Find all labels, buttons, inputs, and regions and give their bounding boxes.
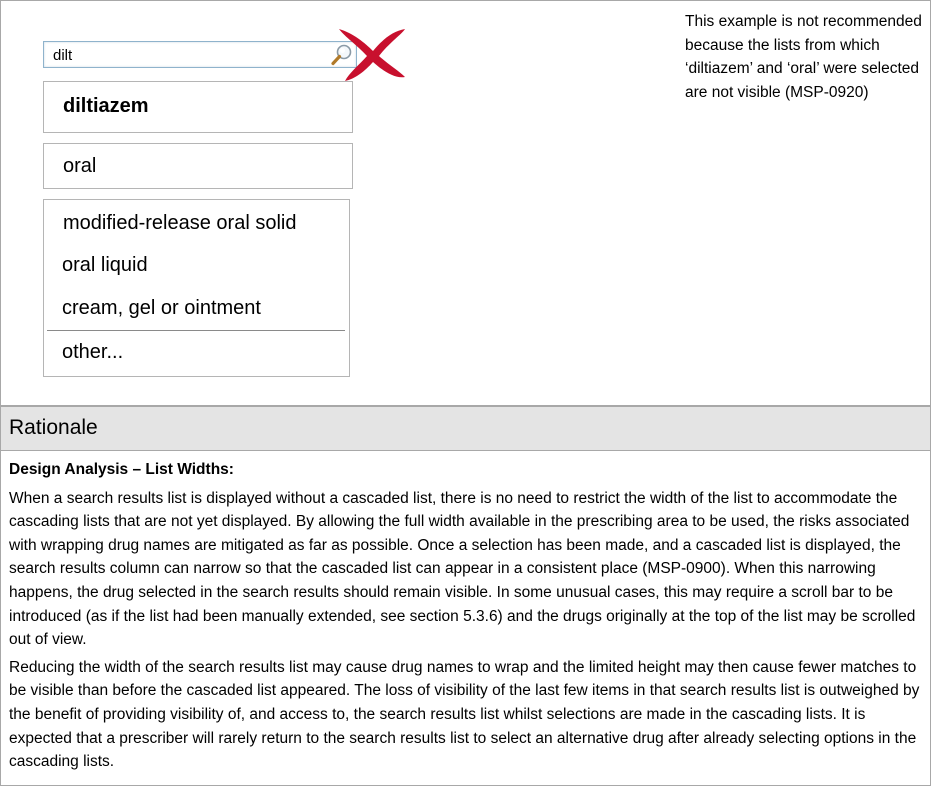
list-divider: [47, 330, 345, 331]
search-value: dilt: [53, 47, 73, 64]
example-area: [1, 1, 930, 407]
list-item[interactable]: modified-release oral solid: [63, 212, 297, 234]
paragraph: Reducing the width of the search results list may cause drug names to wrap and the limited height may then cause fewer matches to be visible than before the cascaded list appeared. The loss of visibility of the last few items in that search results list is outweighed by the benefit of providing visibility of, and access to, the search results list whilst selections are made in the cascading lists. It is expected that a prescriber will rarely return to the search results list to select an alternative drug after already selecting options in the cascading lists.: [9, 658, 920, 771]
section-heading: Design Analysis – List Widths:: [9, 461, 234, 478]
rationale-header: [1, 407, 930, 451]
form-options-list: [43, 199, 350, 377]
route-label: oral: [63, 155, 97, 177]
paragraph: When a search results list is displayed without a cascaded list, there is no need to restrict the width of the list to accommodate the cascading lists that are not yet displayed. By allowing the full width available in the prescribing area to be used, the risks associated with wrapping drug names are mitigated as far as possible. Once a selection has been made, and a cascaded list is displayed, the search results column can narrow so that the cascaded list can appear in a consistent place (MSP-0900). When this narrowing happens, the drug selected in the search results should remain visible. In some unusual cases, this may require a scroll bar to be introduced (as if the list had been manually extended, see section 5.3.6) and the drugs originally at the top of the list may be scrolled out of view.: [9, 489, 916, 649]
example-note: This example is not recommended because the lists from which ‘diltiazem’ and ‘oral’ were selected are not visible (MSP-0920): [685, 13, 922, 101]
rationale-body: [9, 458, 924, 778]
list-item[interactable]: oral liquid: [62, 254, 148, 276]
other-option[interactable]: other...: [62, 341, 124, 363]
drug-label: diltiazem: [63, 95, 149, 117]
rationale-title: Rationale: [9, 416, 98, 439]
selected-drug-item[interactable]: [43, 81, 353, 133]
red-cross-icon: [331, 23, 409, 83]
list-item[interactable]: cream, gel or ointment: [62, 297, 261, 319]
selected-route-item[interactable]: [43, 143, 353, 189]
search-input[interactable]: [43, 41, 357, 68]
